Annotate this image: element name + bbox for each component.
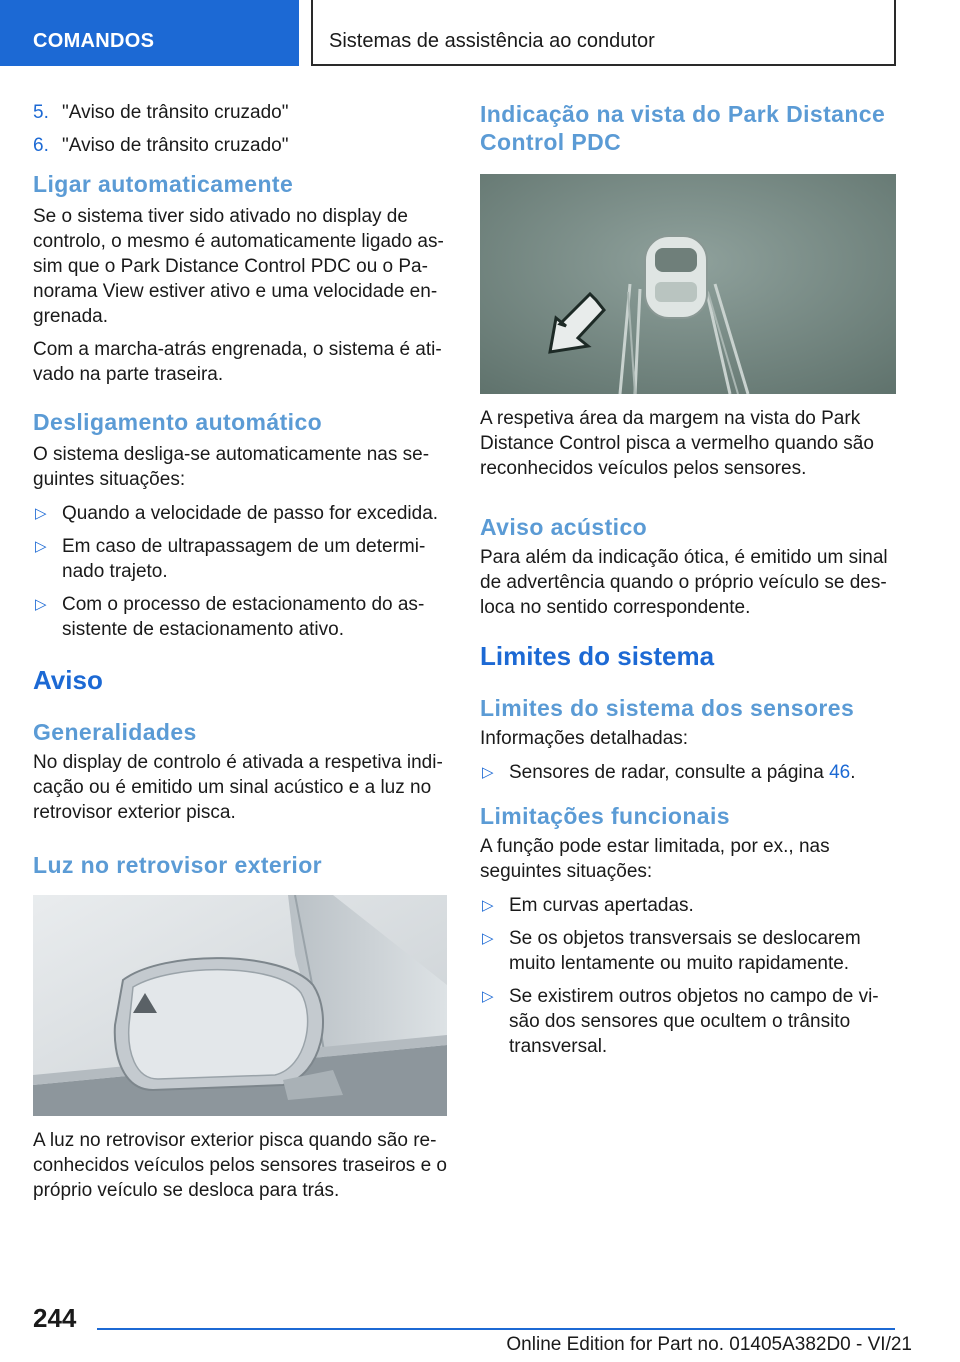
list-item: 5. "Aviso de trânsito cruzado" — [33, 102, 289, 123]
header-chapter-label: Sistemas de assistência ao condutor — [329, 30, 655, 52]
bullet-marker: ▷ — [482, 897, 494, 914]
bullet-list — [33, 501, 447, 642]
list-item: ▷ Se os objetos transversais se deslocarem muito lentamente ou muito rapidamente. — [482, 928, 861, 974]
paragraph: Para além da indicação ótica, é emitido um sinal de advertência quando o próprio veículo se desloca no sentido correspondente. — [480, 547, 888, 618]
heading-generalidades: Generalidades — [33, 719, 197, 745]
heading-aviso-acustico: Aviso acústico — [480, 514, 648, 540]
bullet-list — [480, 760, 896, 785]
mirror-light-illustration — [33, 895, 447, 1116]
heading-limites-sistema: Limites do sistema — [480, 641, 715, 671]
left-column — [33, 100, 447, 1203]
figure-caption: A respetiva área da margem na vista do Park Distance Control pisca a vermelho quando são reconhecidos veículos pelos sensores. — [480, 408, 874, 479]
list-item: ▷ Com o processo de estacionamento do assistente de estacionamento ativo. — [35, 594, 425, 640]
footer-divider — [97, 1328, 895, 1330]
list-item: ▷ Quando a velocidade de passo for excedida. — [35, 503, 439, 524]
bullet-marker: ▷ — [35, 505, 47, 522]
header-section-tab — [0, 0, 299, 66]
paragraph: O sistema desliga-se automaticamente nas seguintes situações: — [33, 444, 430, 490]
right-column — [480, 100, 896, 1067]
bullet-marker: ▷ — [35, 596, 47, 613]
heading-luz-retrovisor: Luz no retrovisor exterior — [33, 852, 323, 878]
bullet-marker: ▷ — [482, 988, 494, 1005]
header-section-label: COMANDOS — [33, 30, 155, 52]
bullet-list — [480, 893, 896, 1059]
bullet-marker: ▷ — [482, 764, 494, 781]
bullet-marker: ▷ — [482, 930, 494, 947]
figure-caption: A luz no retrovisor exterior pisca quando são reconhecidos veículos pelos sensores traseiros e o próprio veículo se desloca para trás. — [33, 1130, 448, 1201]
bullet-marker: ▷ — [35, 538, 47, 555]
heading-limites-sensores: Limites do sistema dos sensores — [480, 695, 855, 721]
list-item: ▷ Sensores de radar, consulte a página 46. — [482, 762, 856, 783]
paragraph: Com a marcha-atrás engrenada, o sistema é ativado na parte traseira. — [33, 339, 442, 385]
paragraph: A função pode estar limitada, por ex., nas seguintes situações: — [480, 836, 830, 882]
list-item: 6. "Aviso de trânsito cruzado" — [33, 135, 289, 156]
header-chapter-box — [311, 0, 896, 66]
paragraph: Se o sistema tiver sido ativado no display de controlo, o mesmo é automaticamente ligado assim que o Park Distance Control PDC ou o Panorama View estiver ativo e uma velocidade engrenada. — [33, 206, 444, 327]
list-item: ▷ Em caso de ultrapassagem de um determinado trajeto. — [35, 536, 426, 582]
page-link-46[interactable]: 46 — [829, 762, 851, 783]
paragraph: No display de controlo é ativada a respetiva indicação ou é emitido um sinal acústico e a luz no retrovisor exterior pisca. — [33, 752, 443, 823]
heading-indicacao-pdc: Indicação na vista do Park Distance Control PDC — [480, 101, 886, 155]
list-item: ▷ Se existirem outros objetos no campo de visão dos sensores que ocultem o trânsito transversal. — [482, 986, 879, 1057]
heading-aviso: Aviso — [33, 665, 103, 695]
page-number: 244 — [33, 1303, 77, 1333]
heading-limitacoes-funcionais: Limitações funcionais — [480, 803, 730, 829]
paragraph: Informações detalhadas: — [480, 728, 689, 749]
numbered-list — [33, 100, 447, 158]
heading-ligar: Ligar automaticamente — [33, 171, 294, 197]
list-item: ▷ Em curvas apertadas. — [482, 895, 694, 916]
pdc-view-illustration — [480, 174, 896, 394]
footer-edition: Online Edition for Part no. 01405A382D0 - VI/21 — [506, 1334, 912, 1355]
heading-desligamento: Desligamento automático — [33, 409, 323, 435]
